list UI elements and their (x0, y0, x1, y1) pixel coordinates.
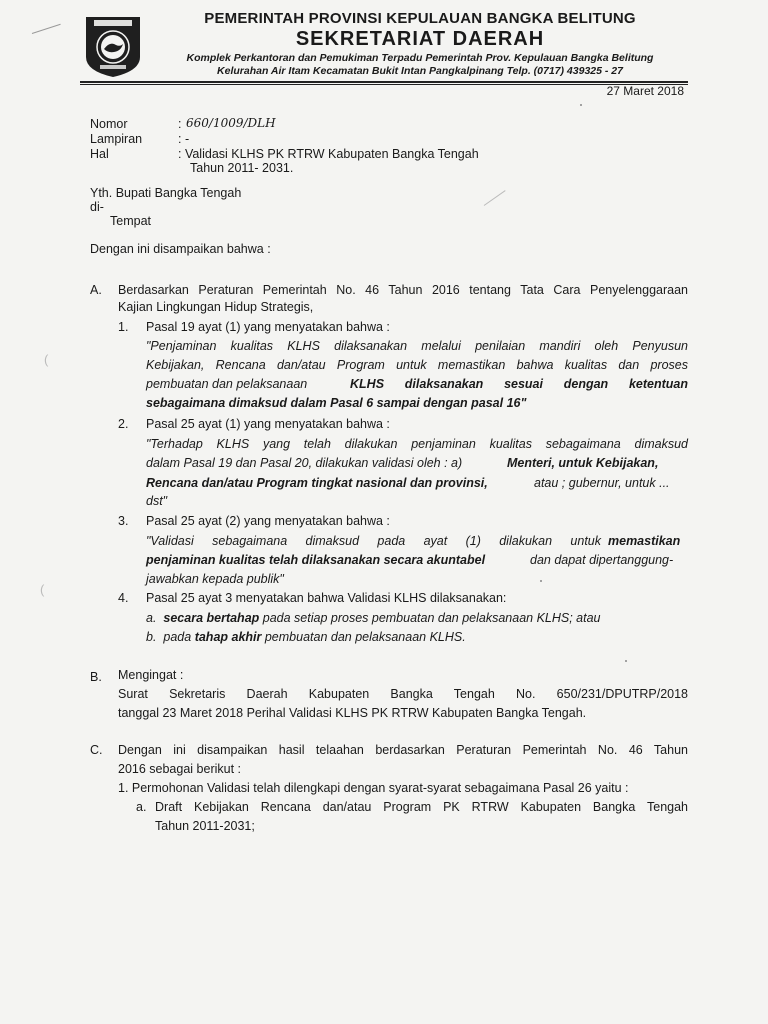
item-4b-marker: b. (146, 630, 157, 644)
section-c-line-2: 2016 sebagai berikut : (118, 762, 242, 776)
hal-label: Hal (90, 147, 109, 161)
item-2-quote-4: dst" (146, 494, 168, 508)
section-b-line-2: tanggal 23 Maret 2018 Perihal Validasi KLHS PK RTRW Kabupaten Bangka Tengah. (118, 706, 587, 720)
section-c-marker: C. (90, 743, 103, 757)
section-b-line-1: Surat Sekretaris Daerah Kabupaten Bangka Tengah No. 650/231/DPUTRP/2018 (118, 687, 688, 701)
letter-date: 27 Maret 2018 (606, 84, 684, 98)
item-3-head: Pasal 25 ayat (2) yang menyatakan bahwa : (146, 514, 390, 528)
scan-dot (625, 660, 627, 662)
section-b-head: Mengingat : (118, 668, 184, 682)
hal-value-2: Tahun 2011- 2031. (190, 161, 294, 175)
item-4b-rest: pembuatan dan pelaksanaan KLHS. (264, 630, 466, 644)
item-1-number: 1. (118, 320, 129, 334)
item-1-head: Pasal 19 ayat (1) yang menyatakan bahwa : (146, 320, 390, 334)
item-4b-bold: tahap akhir (194, 630, 262, 644)
section-c-sub-1a-marker: a. (136, 800, 147, 814)
item-2-head: Pasal 25 ayat (1) yang menyatakan bahwa : (146, 417, 390, 431)
provincial-emblem-icon (80, 13, 146, 79)
item-1-quote-3b: KLHS dilaksanakan sesuai dengan ketentuan (350, 377, 688, 391)
section-c-line-1: Dengan ini disampaikan hasil telaahan berdasarkan Peraturan Pemerintah No. 46 Tahun (118, 743, 688, 757)
item-3-quote-3: jawabkan kepada publik" (146, 572, 284, 586)
section-c-sub-1: 1. Permohonan Validasi telah dilengkapi dengan syarat-syarat sebagaimana Pasal 26 yaitu : (118, 781, 629, 795)
section-a-marker: A. (90, 283, 102, 297)
item-3-number: 3. (118, 514, 129, 528)
item-1-quote-4: sebagaimana dimaksud dalam Pasal 6 sampai dengan pasal 16" (146, 396, 527, 410)
letterhead-address-2: Kelurahan Air Itam Kecamatan Bukit Intan Pangkalpinang Telp. (0717) 439325 - 27 (217, 65, 623, 77)
item-2-quote-2a: dalam Pasal 19 dan Pasal 20, dilakukan validasi oleh : a) (146, 456, 463, 470)
item-4b (146, 630, 466, 644)
item-3-quote-2a: penjaminan kualitas telah dilaksanakan secara akuntabel (146, 553, 486, 567)
item-1-quote-2: Kebijakan, Rencana dan/atau Program untuk memastikan bahwa kualitas dan proses (146, 358, 688, 372)
item-3-quote-2b: dan dapat dipertanggung- (530, 553, 674, 567)
item-1-quote-3a: pembuatan dan pelaksanaan (146, 377, 308, 391)
item-4a (146, 611, 601, 625)
item-4b-pre: pada (163, 630, 192, 644)
lampiran-value: : - (178, 132, 190, 146)
item-4-head: Pasal 25 ayat 3 menyatakan bahwa Validasi KLHS dilaksanakan: (146, 591, 507, 605)
nomor-label: Nomor (90, 117, 128, 131)
recipient-di: di- (90, 200, 104, 214)
section-c-sub-1a-line-1: Draft Kebijakan Rencana dan/atau Program PK RTRW Kabupaten Bangka Tengah (155, 800, 688, 814)
item-2-quote-1: "Terhadap KLHS yang telah dilakukan penjaminan kualitas sebagaimana dimaksud (146, 437, 688, 451)
scan-dot (580, 104, 582, 106)
letterhead-rule (80, 81, 688, 83)
item-2-quote-2b: Menteri, untuk Kebijakan, (507, 456, 659, 470)
item-4a-bold: secara bertahap (163, 611, 260, 625)
section-c-sub-1a-line-2: Tahun 2011-2031; (155, 819, 255, 833)
punch-hole-mark: ( (44, 352, 49, 367)
nomor-colon: : (178, 117, 182, 131)
hal-value-1: : Validasi KLHS PK RTRW Kabupaten Bangka Tengah (178, 147, 479, 161)
item-4a-marker: a. (146, 611, 157, 625)
section-a-intro-2: Kajian Lingkungan Hidup Strategis, (118, 300, 314, 314)
item-1-quote-1: "Penjaminan kualitas KLHS dilaksanakan melalui penilaian mandiri oleh Penyusun (146, 339, 688, 353)
nomor-value: 660/1009/DLH (186, 116, 276, 130)
recipient-place: Tempat (110, 214, 151, 228)
item-3-quote-1b: memastikan (608, 534, 681, 548)
recipient: Yth. Bupati Bangka Tengah (90, 186, 242, 200)
scan-mark (484, 190, 506, 206)
letterhead-address-1: Komplek Perkantoran dan Pemukiman Terpadu Pemerintah Prov. Kepulauan Bangka Belitung (186, 52, 654, 64)
opening-line: Dengan ini disampaikan bahwa : (90, 242, 271, 256)
item-2-quote-3a: Rencana dan/atau Program tingkat nasional dan provinsi, (146, 476, 488, 490)
item-3-quote-1a: "Validasi sebagaimana dimaksud pada ayat (1) dilakukan untuk (146, 534, 601, 548)
item-4a-rest: pada setiap proses pembuatan dan pelaksanaan KLHS; atau (262, 611, 601, 625)
section-a-intro-1: Berdasarkan Peraturan Pemerintah No. 46 Tahun 2016 tentang Tata Cara Penyelenggaraan (118, 283, 688, 297)
item-2-quote-3b: atau ; gubernur, untuk ... (534, 476, 670, 490)
scan-dot (540, 580, 542, 582)
section-b-marker: B. (90, 670, 102, 684)
letterhead-government: PEMERINTAH PROVINSI KEPULAUAN BANGKA BELITUNG (204, 10, 636, 27)
scan-mark (32, 24, 61, 34)
punch-hole-mark: ( (40, 582, 45, 597)
lampiran-label: Lampiran (90, 132, 143, 146)
letterhead-office: SEKRETARIAT DAERAH (295, 28, 545, 50)
item-4-number: 4. (118, 591, 129, 605)
item-2-number: 2. (118, 417, 129, 431)
